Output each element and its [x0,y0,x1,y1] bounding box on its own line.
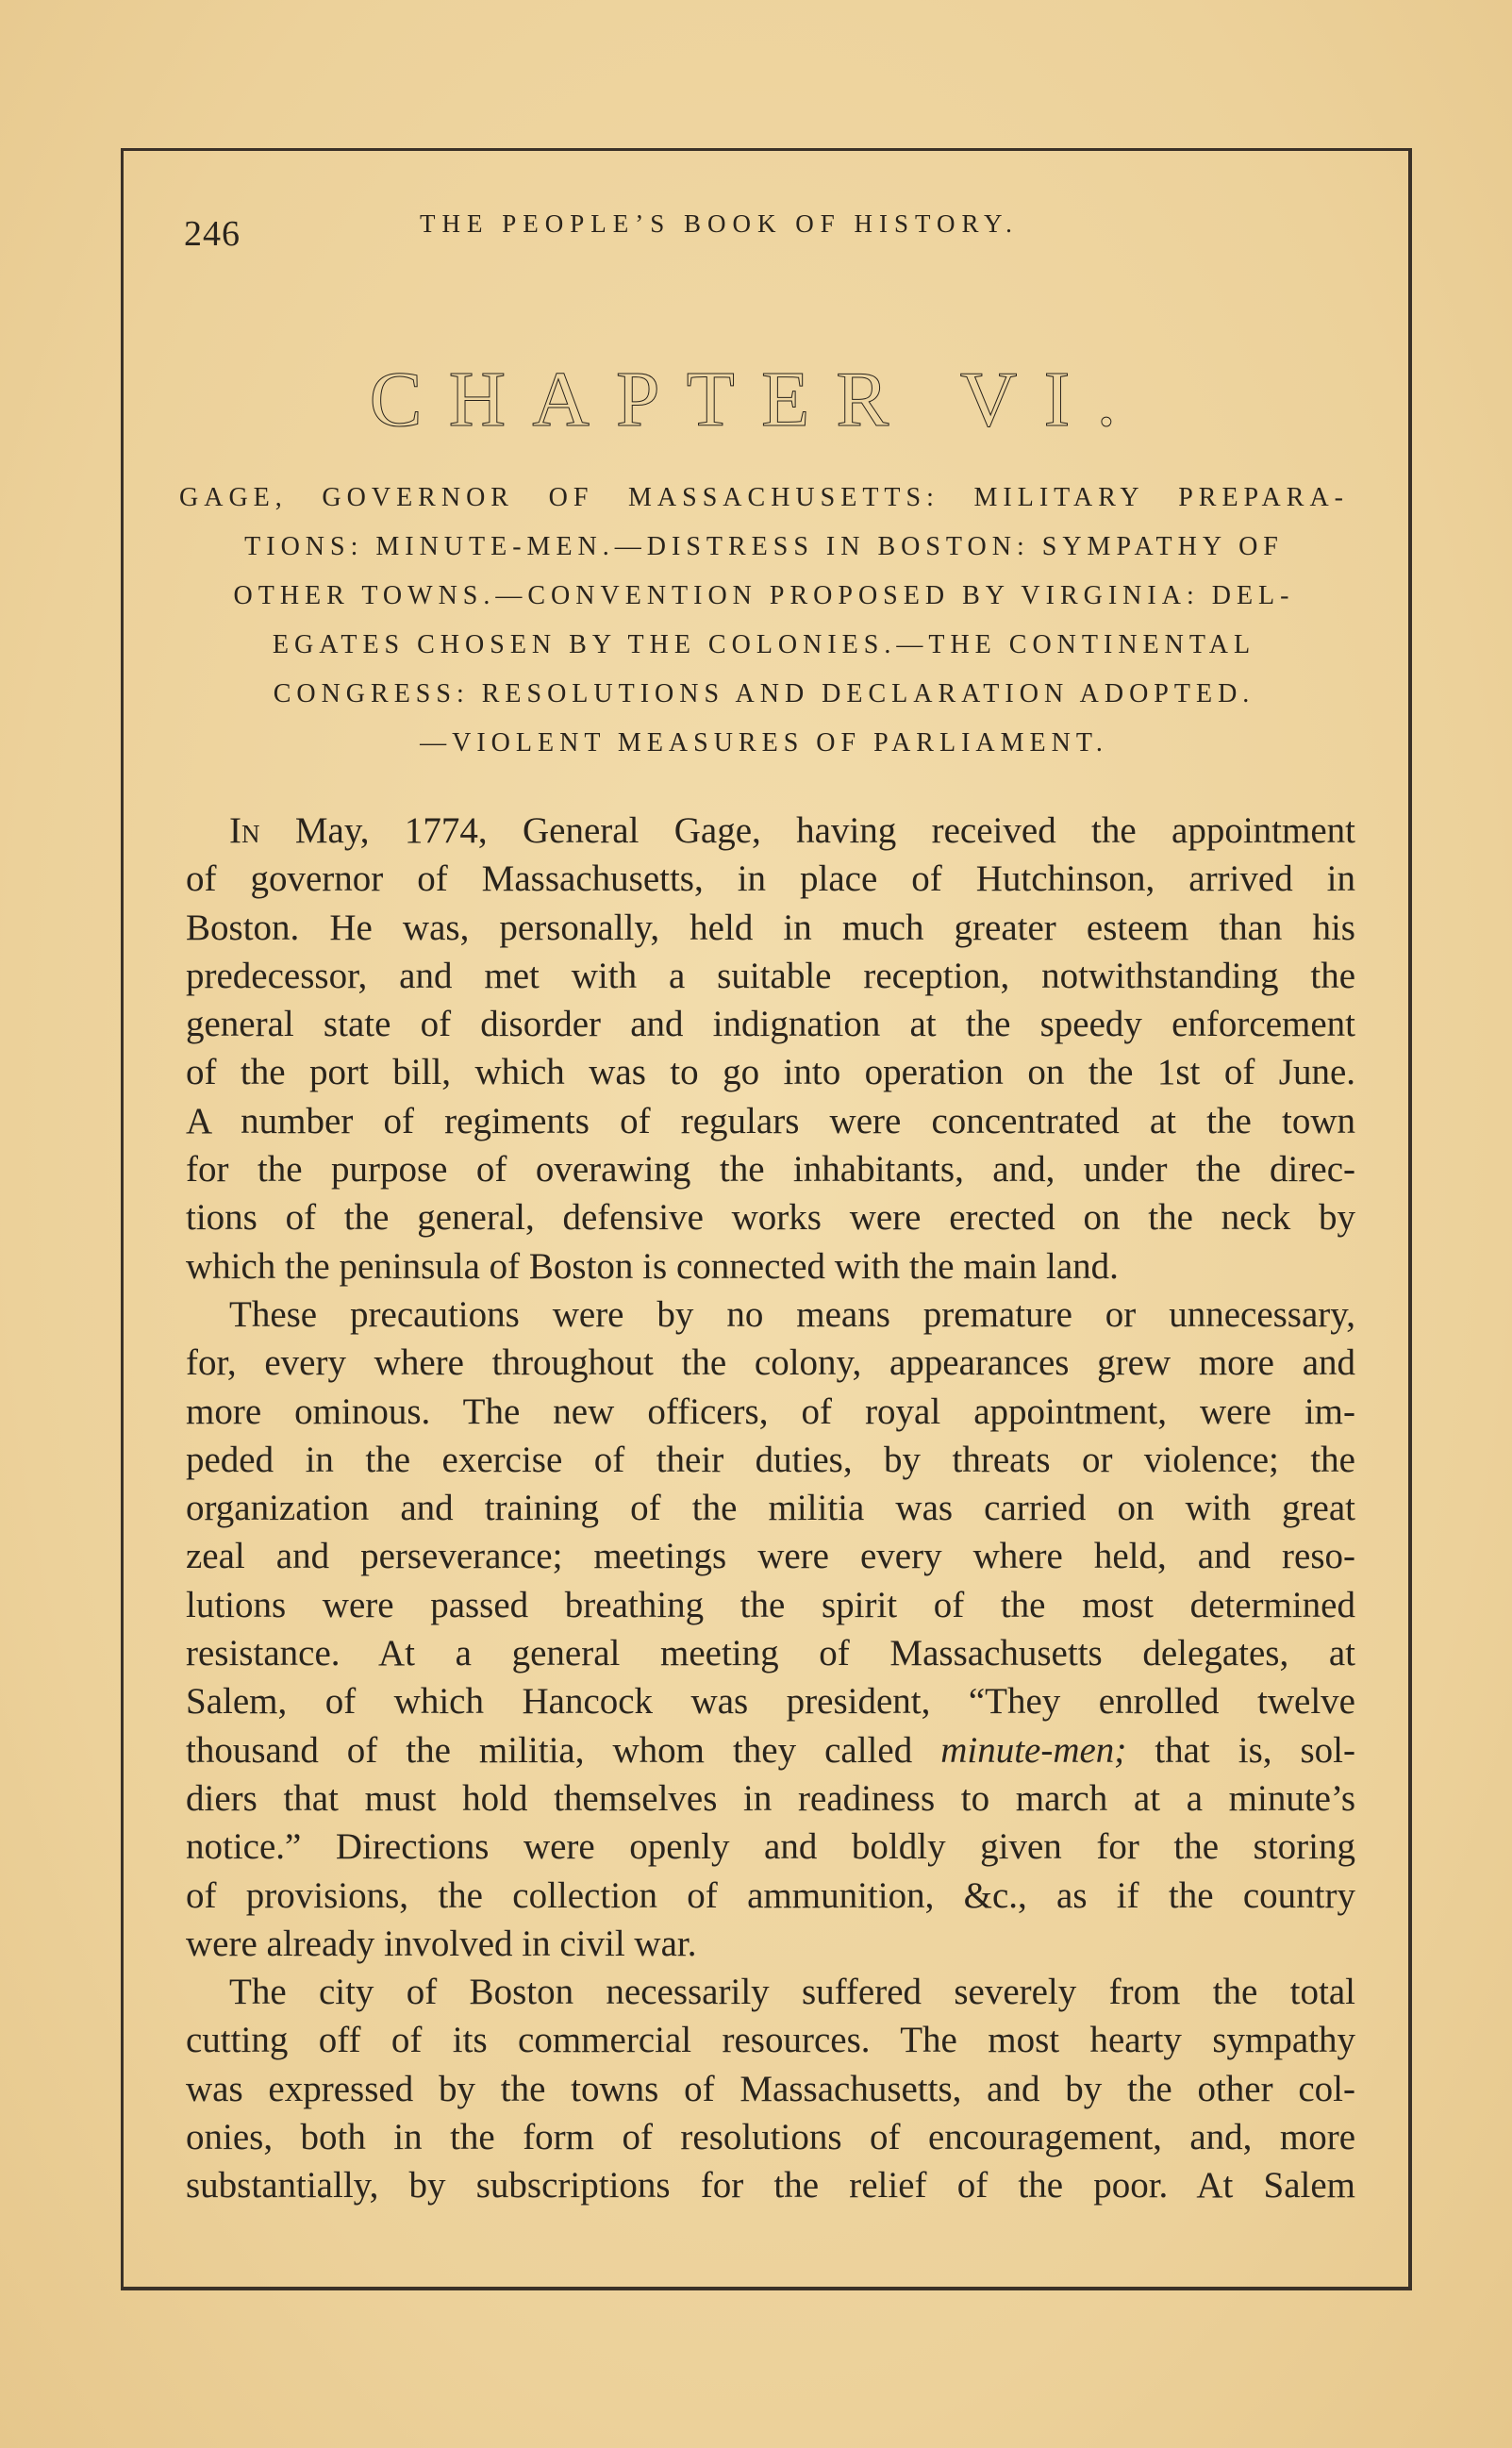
paragraph-line: resistance. At a general meeting of Massachusetts delegates, at [186,1633,1355,1674]
paragraph-line: general state of disorder and indignation at the speedy enforcement [186,1004,1355,1045]
paragraph-line: tions of the general, defensive works were erected on the neck by [186,1197,1355,1239]
paragraph-line: predecessor, and met with a suitable reception, notwithstanding the [186,955,1355,996]
running-title: THE PEOPLE’S BOOK OF HISTORY. [420,209,1019,238]
paragraph-line: peded in the exercise of their duties, by threats or violence; the [186,1439,1355,1480]
paragraph-line: were already involved in civil war. [186,1923,697,1964]
paragraph-line: more ominous. The new officers, of royal appointment, were im- [186,1391,1355,1432]
paragraph-line: A number of regiments of regulars were concentrated at the town [186,1100,1355,1141]
body-text [186,807,1355,2210]
running-head [184,209,1354,257]
paragraph-line: for, every where throughout the colony, appearances grew more and [186,1342,1355,1384]
paragraph-line: Boston. He was, personally, held in much greater esteem than his [186,907,1355,948]
summary-line: OTHER TOWNS.—CONVENTION PROPOSED BY VIRGINIA: DEL- [233,581,1295,610]
summary-line: EGATES CHOSEN BY THE COLONIES.—THE CONTINENTAL [272,630,1256,659]
page-number: 246 [184,214,241,254]
paragraph-line: diers that must hold themselves in readiness to march at a minute’s [186,1777,1355,1819]
paragraph-line [186,807,1355,855]
paragraph-line: was expressed by the towns of Massachusetts, and by the other col- [186,2068,1355,2109]
paragraph-line: These precautions were by no means premature or unnecessary, [229,1293,1355,1335]
paragraph-line: of provisions, the collection of ammunition, &c., as if the country [186,1874,1355,1916]
paragraph-line: The city of Boston necessarily suffered severely from the total [229,1972,1355,2013]
paragraph-line: lutions were passed breathing the spirit of the most determined [186,1584,1355,1625]
paragraph-line: notice.” Directions were openly and boldly given for the storing [186,1826,1355,1868]
paragraph-line: substantially, by subscriptions for the relief of the poor. At Salem [186,2165,1355,2207]
paragraph-line: onies, both in the form of resolutions of encouragement, and, more [186,2117,1355,2158]
paragraph-line: organization and training of the militia was carried on with great [186,1488,1355,1529]
paragraph-line: which the peninsula of Boston is connected with the main land. [186,1245,1119,1287]
line-text: thousand of the militia, whom they called [186,1729,941,1771]
opening-line-rest: May, 1774, General Gage, having received the appointment [259,810,1355,851]
opening-word: In [229,810,260,851]
summary-line: CONGRESS: RESOLUTIONS AND DECLARATION ADOPTED. [273,679,1255,708]
summary-line: GAGE, GOVERNOR OF MASSACHUSETTS: MILITARY PREPARA- [179,483,1349,512]
italic-term: minute-men; [940,1729,1127,1771]
paragraph-line: Salem, of which Hancock was president, “They enrolled twelve [186,1681,1355,1723]
paragraph-line [186,1726,1355,1774]
summary-line: —VIOLENT MEASURES OF PARLIAMENT. [420,728,1108,758]
paragraph-line: of governor of Massachusetts, in place of Hutchinson, arrived in [186,858,1355,900]
chapter-title: CHAPTER VI. [369,356,1143,443]
paragraph-line: cutting off of its commercial resources. The most hearty sympathy [186,2020,1355,2061]
paragraph-line: of the port bill, which was to go into operation on the 1st of June. [186,1052,1355,1093]
chapter-summary [179,474,1349,768]
paragraph-line: zeal and perseverance; meetings were every where held, and reso- [186,1536,1355,1577]
summary-line: TIONS: MINUTE-MEN.—DISTRESS IN BOSTON: SYMPATHY OF [244,532,1284,561]
line-text: that is, sol- [1126,1729,1355,1771]
paragraph-line: for the purpose of overawing the inhabitants, and, under the direc- [186,1149,1355,1191]
